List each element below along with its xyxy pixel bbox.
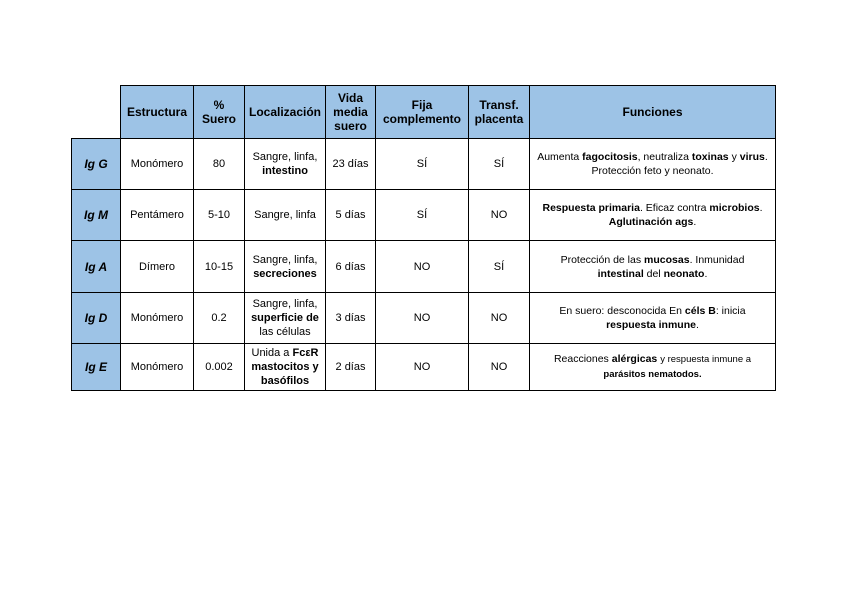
func-keyword: parásitos nematodos. <box>603 369 702 380</box>
loc-line: Sangre, linfa, <box>252 151 318 163</box>
loc-line: intestino <box>262 165 308 177</box>
func-keyword: alérgicas <box>611 353 658 365</box>
cell-fija: NO <box>376 344 469 391</box>
row-header-igd: Ig D <box>72 293 121 344</box>
func-keyword: Aglutinación ags <box>608 216 694 228</box>
loc-line: secreciones <box>253 267 317 280</box>
header-fija-complemento: Fija complemento <box>376 86 469 139</box>
func-text: . Inmunidad <box>689 253 745 266</box>
cell-localizacion <box>245 293 326 344</box>
cell-suero: 80 <box>194 139 245 190</box>
func-text: , neutraliza <box>637 151 689 163</box>
func-text: Reacciones <box>553 353 609 365</box>
cell-suero: 0.2 <box>194 293 245 344</box>
cell-suero: 0.002 <box>194 344 245 391</box>
cell-funciones <box>530 293 776 344</box>
cell-estructura: Monómero <box>121 344 194 391</box>
header-estructura: Estructura <box>121 86 194 139</box>
cell-localizacion <box>245 139 326 190</box>
row-header-ige: Ig E <box>72 344 121 391</box>
cell-funciones <box>530 190 776 241</box>
header-corner <box>72 86 121 139</box>
cell-vida-media: 2 días <box>326 344 376 391</box>
cell-estructura: Monómero <box>121 293 194 344</box>
cell-transf: SÍ <box>469 139 530 190</box>
func-keyword: respuesta inmune <box>606 319 696 331</box>
header-funciones: Funciones <box>530 86 776 139</box>
loc-line: superficie de <box>251 312 319 324</box>
cell-localizacion: Sangre, linfa <box>245 190 326 241</box>
func-keyword: toxinas <box>691 151 729 163</box>
func-text: . <box>704 267 708 280</box>
cell-estructura: Pentámero <box>121 190 194 241</box>
cell-transf: NO <box>469 344 530 391</box>
cell-vida-media: 5 días <box>326 190 376 241</box>
header-vida-media: Vida media suero <box>326 86 376 139</box>
func-text: Protección de las <box>560 253 642 266</box>
cell-localizacion <box>245 344 326 391</box>
cell-transf: NO <box>469 190 530 241</box>
row-header-igm: Ig M <box>72 190 121 241</box>
cell-funciones <box>530 344 776 391</box>
func-text: . <box>764 151 768 163</box>
func-text: En suero: desconocida En <box>559 305 682 317</box>
func-keyword: virus <box>739 151 765 163</box>
func-text: . <box>695 319 699 331</box>
loc-line: las células <box>259 326 311 338</box>
header-transf-placenta: Transf. placenta <box>469 86 530 139</box>
table-row <box>72 139 776 190</box>
cell-vida-media: 6 días <box>326 241 376 293</box>
func-text: . Eficaz contra <box>639 202 707 214</box>
cell-estructura: Monómero <box>121 139 194 190</box>
cell-funciones <box>530 241 776 293</box>
cell-transf: NO <box>469 293 530 344</box>
loc-line: Sangre, linfa, <box>252 253 318 266</box>
cell-fija: NO <box>376 293 469 344</box>
loc-line: Sangre, linfa, <box>252 298 318 310</box>
loc-line: basófilos <box>260 375 310 387</box>
cell-localizacion <box>245 241 326 293</box>
func-keyword: neonato <box>663 267 705 280</box>
cell-fija: SÍ <box>376 139 469 190</box>
cell-suero: 10-15 <box>194 241 245 293</box>
func-text: . <box>759 202 763 214</box>
func-keyword: intestinal <box>597 267 644 280</box>
cell-vida-media: 23 días <box>326 139 376 190</box>
cell-vida-media: 3 días <box>326 293 376 344</box>
cell-suero: 5-10 <box>194 190 245 241</box>
func-text: y respuesta inmune a <box>660 354 752 365</box>
func-keyword: mucosas <box>644 253 690 266</box>
table-row <box>72 293 776 344</box>
func-text: del <box>646 267 661 280</box>
cell-transf: SÍ <box>469 241 530 293</box>
func-keyword: microbios <box>709 202 760 214</box>
row-header-iga: Ig A <box>72 241 121 293</box>
loc-line: Unida a <box>251 347 290 359</box>
func-text: . <box>693 216 697 228</box>
cell-fija: NO <box>376 241 469 293</box>
func-text: : inicia <box>715 305 746 317</box>
header-row <box>72 86 776 139</box>
cell-fija: SÍ <box>376 190 469 241</box>
cell-funciones <box>530 139 776 190</box>
func-keyword: céls B <box>684 305 716 317</box>
loc-line: FcεR <box>292 347 319 359</box>
immunoglobulin-table <box>71 85 776 391</box>
header-suero: % Suero <box>194 86 245 139</box>
func-text: y <box>731 151 737 163</box>
header-localizacion: Localización <box>245 86 326 139</box>
func-keyword: fagocitosis <box>582 151 638 163</box>
table-row <box>72 241 776 293</box>
loc-line: mastocitos y <box>251 361 319 373</box>
func-keyword: Respuesta primaria <box>542 202 640 214</box>
table-row <box>72 190 776 241</box>
func-text: Protección feto y neonato. <box>591 165 714 177</box>
cell-estructura: Dímero <box>121 241 194 293</box>
func-text: Aumenta <box>537 151 580 163</box>
row-header-igg: Ig G <box>72 139 121 190</box>
table-row <box>72 344 776 391</box>
